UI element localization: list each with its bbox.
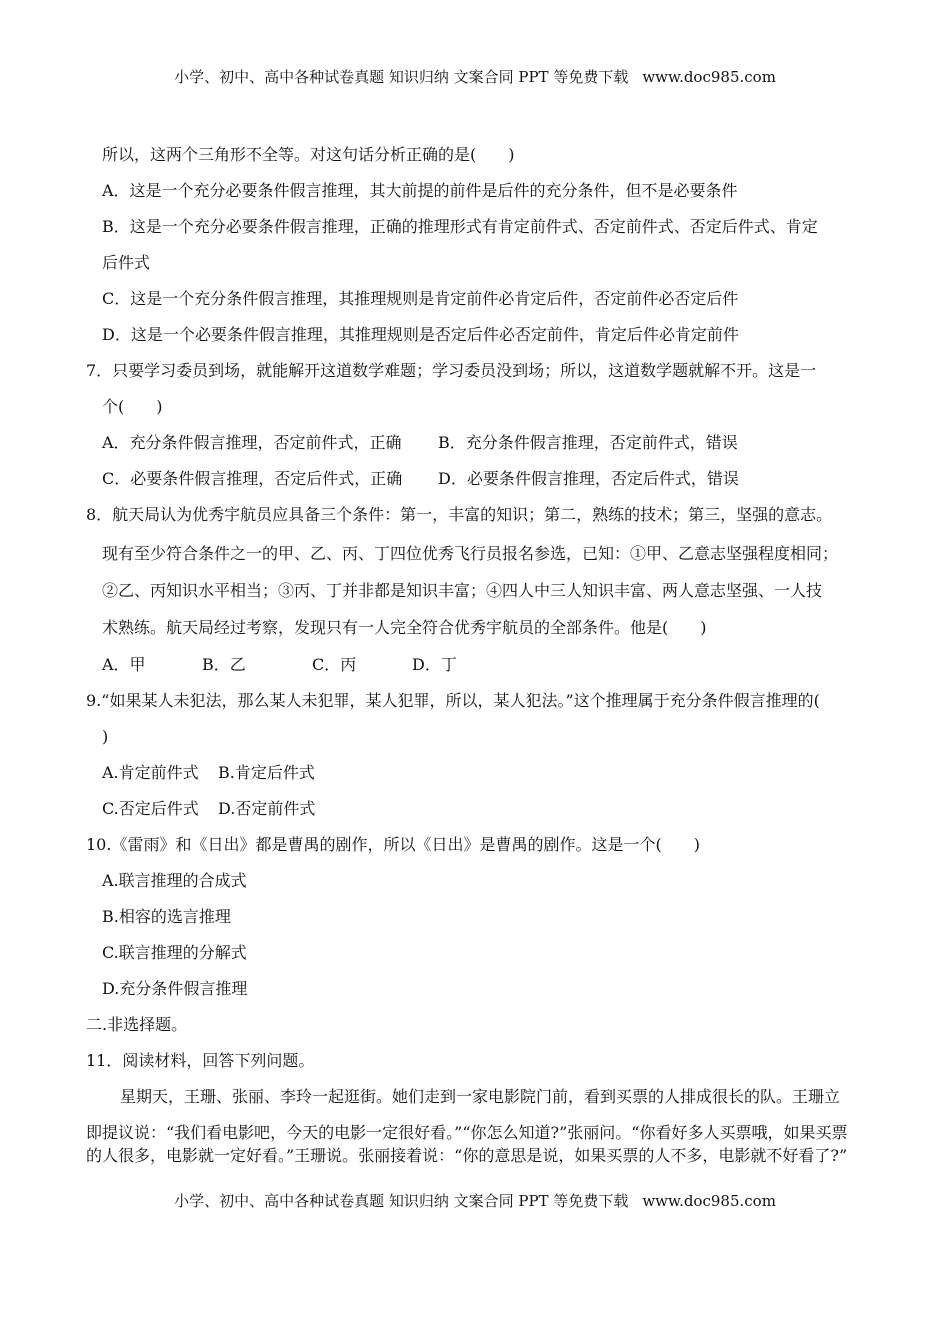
q6-stem-continuation: 所以，这两个三角形不全等。对这句话分析正确的是( ) <box>102 145 515 164</box>
q11-passage-line1: 星期天，王珊、张丽、李玲一起逛街。她们走到一家电影院门前，看到买票的人排成很长的队。王珊立 <box>120 1087 841 1106</box>
q7-option-d: D．必要条件假言推理，否定后件式，错误 <box>438 469 739 488</box>
page-footer <box>0 1190 950 1211</box>
q8-option-d: D．丁 <box>412 655 457 674</box>
q6-option-d: D．这是一个必要条件假言推理，其推理规则是否定后件必否定前件，肯定后件必肯定前件 <box>102 325 739 344</box>
header-site: www.doc985.com <box>642 68 776 86</box>
q8-stem-line3: ②乙、丙知识水平相当；③丙、丁并非都是知识丰富；④四人中三人知识丰富、两人意志坚强、一人技 <box>102 581 823 600</box>
q9-option-b: B.肯定后件式 <box>218 763 315 782</box>
q9-option-a: A.肯定前件式 <box>102 763 199 782</box>
q7-stem-line2: 个( ) <box>102 397 163 416</box>
q6-option-c: C．这是一个充分条件假言推理，其推理规则是肯定前件必肯定后件，否定前件必否定后件 <box>102 289 739 308</box>
q8-stem-line1: 8．航天局认为优秀宇航员应具备三个条件：第一，丰富的知识；第二，熟练的技术；第三，坚强的意志。 <box>86 505 833 524</box>
q10-option-c: C.联言推理的分解式 <box>102 943 247 962</box>
section-heading: 二.非选择题。 <box>86 1015 188 1034</box>
footer-text: 小学、初中、高中各种试卷真题 知识归纳 文案合同 PPT 等免费下载 <box>174 1192 629 1210</box>
q6-option-b-line2: 后件式 <box>102 253 151 272</box>
q8-option-c: C．丙 <box>312 655 357 674</box>
q10-option-b: B.相容的选言推理 <box>102 907 231 926</box>
q8-option-b: B．乙 <box>202 655 246 674</box>
q8-stem-line4: 术熟练。航天局经过考察，发现只有一人完全符合优秀宇航员的全部条件。他是( ) <box>102 618 707 637</box>
q11-passage-line3: 的人很多，电影就一定好看。”王珊说。张丽接着说：“你的意思是说，如果买票的人不多，电影就不好看了?” <box>86 1146 848 1165</box>
q9-option-d: D.否定前件式 <box>218 799 316 818</box>
footer-site: www.doc985.com <box>642 1192 776 1210</box>
q6-option-a: A．这是一个充分必要条件假言推理，其大前提的前件是后件的充分条件，但不是必要条件 <box>102 181 738 200</box>
q11-passage-line2: 即提议说：“我们看电影吧，今天的电影一定很好看。”“你怎么知道?”张丽问。“你看好多人买票哦，如果买票 <box>86 1123 848 1142</box>
q6-option-b-line1: B．这是一个充分必要条件假言推理，正确的推理形式有肯定前件式、否定前件式、否定后件式、肯定 <box>102 217 818 236</box>
q8-option-a: A．甲 <box>102 655 146 674</box>
q7-option-a: A．充分条件假言推理，否定前件式，正确 <box>102 433 402 452</box>
q7-stem-line1: 7．只要学习委员到场，就能解开这道数学难题；学习委员没到场；所以，这道数学题就解不开。这是一 <box>86 361 817 380</box>
q7-option-b: B．充分条件假言推理，否定前件式，错误 <box>438 433 738 452</box>
q10-option-a: A.联言推理的合成式 <box>102 871 247 890</box>
q7-option-c: C．必要条件假言推理，否定后件式，正确 <box>102 469 403 488</box>
q10-option-d: D.充分条件假言推理 <box>102 979 248 998</box>
q8-stem-line2: 现有至少符合条件之一的甲、乙、丙、丁四位优秀飞行员报名参选，已知：①甲、乙意志坚强程度相同； <box>102 544 839 563</box>
q9-stem-line2: ) <box>102 727 109 746</box>
header-text: 小学、初中、高中各种试卷真题 知识归纳 文案合同 PPT 等免费下载 <box>174 68 629 86</box>
q9-stem-line1: 9.“如果某人未犯法，那么某人未犯罪，某人犯罪，所以，某人犯法。”这个推理属于充分条件假言推理的( <box>86 691 820 710</box>
q11-stem: 11．阅读材料，回答下列问题。 <box>86 1051 315 1070</box>
q10-stem: 10.《雷雨》和《日出》都是曹禺的剧作，所以《日出》是曹禺的剧作。这是一个( ) <box>86 835 700 854</box>
page-header <box>0 66 950 87</box>
q9-option-c: C.否定后件式 <box>102 799 199 818</box>
